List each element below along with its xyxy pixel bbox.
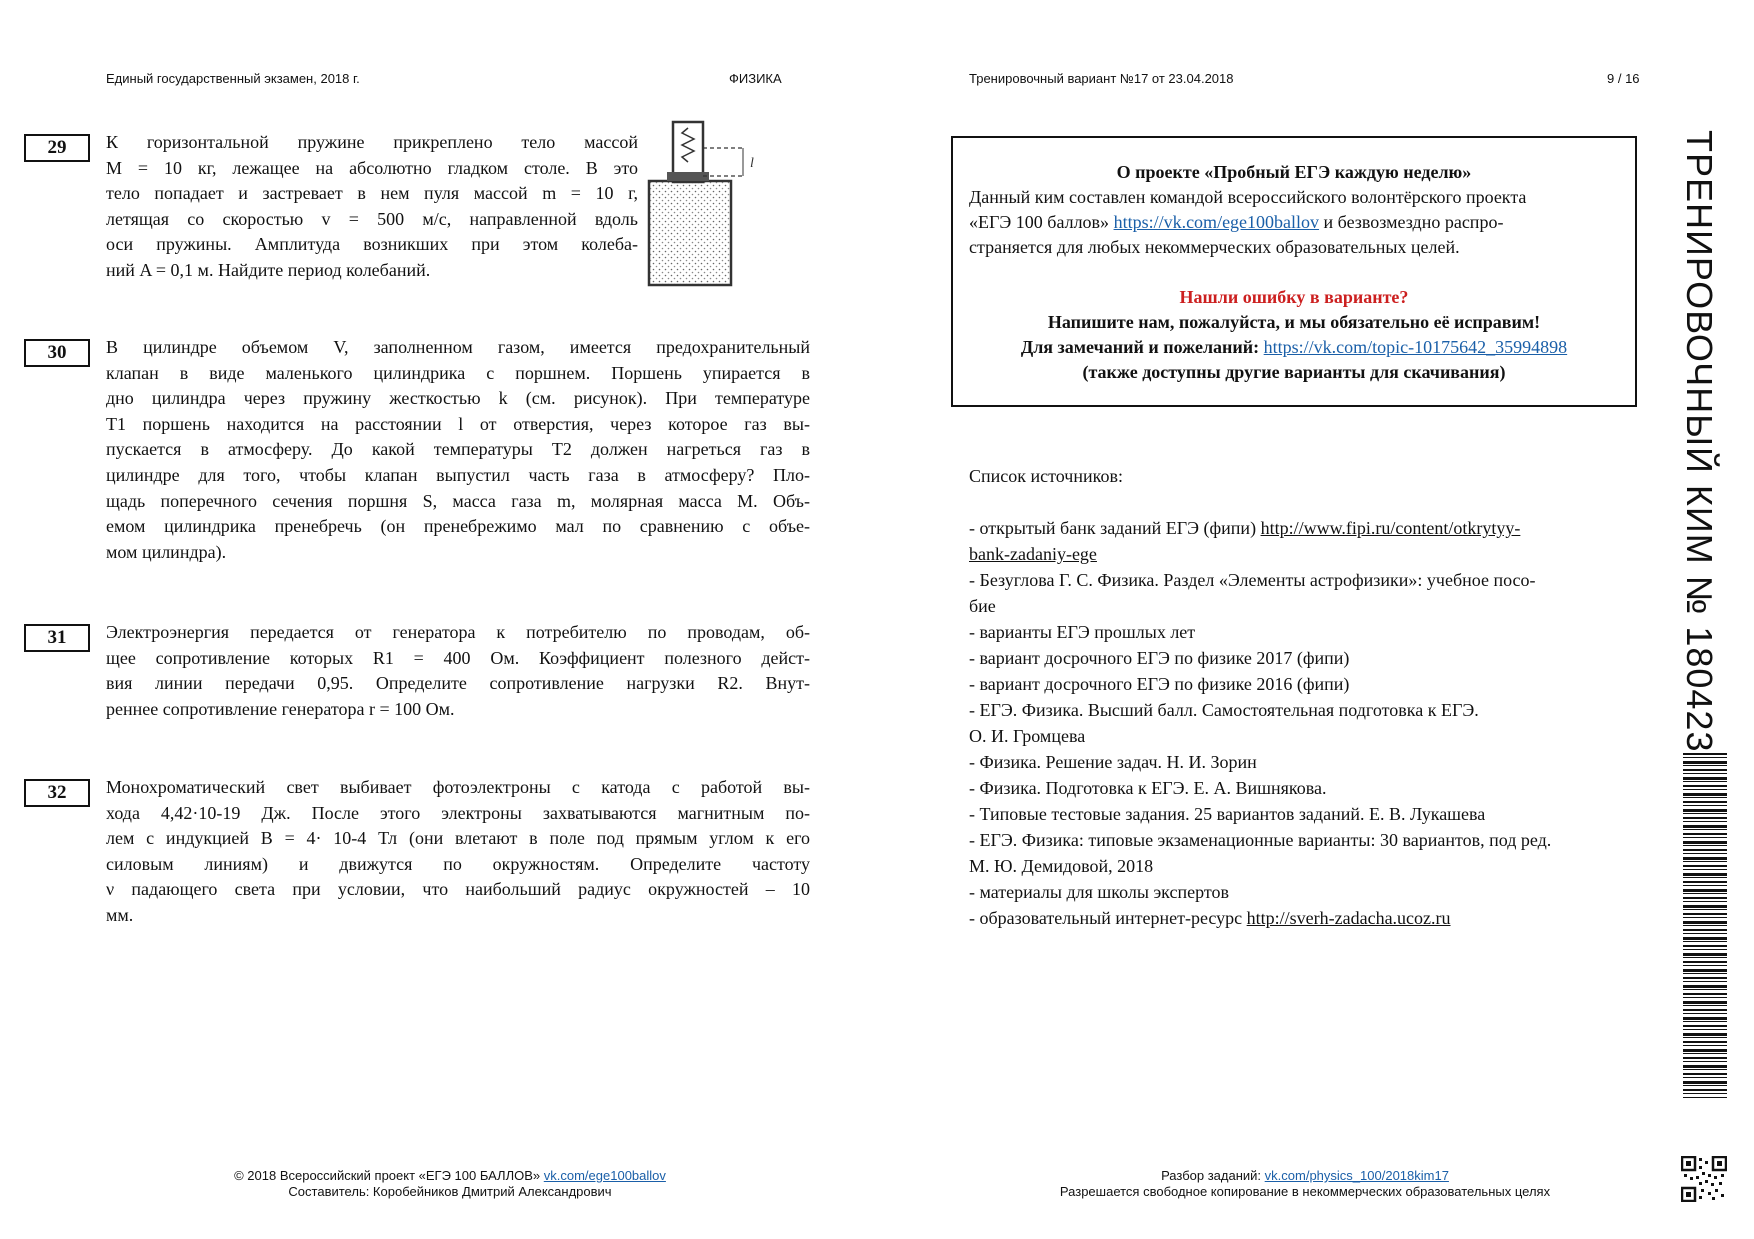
footer-left-line1 xyxy=(180,1168,720,1183)
footer-author: Составитель: Коробейников Дмитрий Александрович xyxy=(288,1184,612,1199)
source-text: - открытый банк заданий ЕГЭ (фипи) xyxy=(969,518,1257,538)
source-item: - ЕГЭ. Физика. Высший балл. Самостоятельная подготовка к ЕГЭ. xyxy=(969,700,1479,720)
source-item: - варианты ЕГЭ прошлых лет xyxy=(969,622,1196,642)
error-title: Нашли ошибку в варианте? xyxy=(1179,287,1409,307)
project-line-2 xyxy=(969,212,1619,233)
task-line: хода 4,42·10-19 Дж. После этого электроны захватываются магнитным по- xyxy=(106,802,810,823)
task-line: пускается в атмосферу. До какой температуры T2 должен нагреться газ в xyxy=(106,439,810,460)
task-line: дно цилиндра через пружину жесткостью k (см. рисунок). При температуре xyxy=(106,388,810,409)
footer-analysis-label: Разбор заданий: xyxy=(1161,1168,1262,1183)
source-item: М. Ю. Демидовой, 2018 xyxy=(969,856,1154,876)
task-line: Электроэнергия передается от генератора к потребителю по проводам, об- xyxy=(106,622,810,642)
feedback-line xyxy=(953,337,1635,358)
task-text xyxy=(106,335,810,565)
source-item: - вариант досрочного ЕГЭ по физике 2017 (фипи) xyxy=(969,648,1350,668)
task-line: вия линии передачи 0,95. Определите сопротивление нагрузки R2. Внут- xyxy=(106,673,810,694)
task-line: тело попадает и застревает в нем пуля массой m = 10 г, xyxy=(106,183,638,204)
task-number: 29 xyxy=(24,134,90,162)
source-item: - Безуглова Г. С. Физика. Раздел «Элементы астрофизики»: учебное посо- xyxy=(969,570,1536,590)
source-item: - Физика. Подготовка к ЕГЭ. Е. А. Вишнякова. xyxy=(969,778,1327,798)
task-number: 32 xyxy=(24,779,90,807)
task-line: емом цилиндрика пренебречь (он пренебрежимо мал по сравнению с объе- xyxy=(106,516,810,537)
fipi-link[interactable]: http://www.fipi.ru/content/otkrytyy- xyxy=(1260,518,1521,538)
valve-cylinder-figure xyxy=(640,118,770,290)
task-line: клапан в виде маленького цилиндрика с поршнем. Поршень упирается в xyxy=(106,362,810,383)
task-line: щее сопротивление которых R1 = 400 Ом. Коэффициент полезного дейст- xyxy=(106,647,810,668)
source-item: - материалы для школы экспертов xyxy=(969,882,1229,902)
task-line: T1 поршень находится на расстоянии l от отверстия, через которое газ вы- xyxy=(106,413,810,434)
header-exam: Единый государственный экзамен, 2018 г. xyxy=(106,71,360,86)
task-line: летящая со скоростью v = 500 м/с, направленной вдоль xyxy=(106,208,638,229)
footer-vk-link[interactable]: vk.com/ege100ballov xyxy=(543,1168,666,1183)
task-line: щадь поперечного сечения поршня S, масса газа m, молярная масса M. Объ- xyxy=(106,490,810,511)
source-item: - Типовые тестовые задания. 25 вариантов заданий. Е. В. Лукашева xyxy=(969,804,1486,824)
header-page: 9 / 16 xyxy=(1607,71,1640,86)
header-subject: ФИЗИКА xyxy=(729,71,782,86)
error-line: Напишите нам, пожалуйста, и мы обязательно её исправим! xyxy=(1047,312,1541,332)
project-info-box xyxy=(951,136,1637,407)
task-line: мм. xyxy=(106,904,134,925)
footer-copyright: © 2018 Всероссийский проект «ЕГЭ 100 БАЛЛОВ» xyxy=(234,1168,541,1183)
task-line: M = 10 кг, лежащее на абсолютно гладком столе. В это xyxy=(106,157,638,178)
footer-right-line1 xyxy=(960,1168,1650,1183)
task-line: В цилиндре объемом V, заполненном газом, имеется предохранительный xyxy=(106,337,810,357)
task-line: мом цилиндра). xyxy=(106,541,227,562)
project-line-2a: «ЕГЭ 100 баллов» xyxy=(969,212,1110,232)
side-kim-title: ТРЕНИРОВОЧНЫЙ КИМ № 180423 xyxy=(1679,130,1720,753)
task-line: ний A = 0,1 м. Найдите период колебаний. xyxy=(106,259,431,280)
footer-analysis-link[interactable]: vk.com/physics_100/2018kim17 xyxy=(1264,1168,1449,1183)
figure-label-l: l xyxy=(750,156,754,171)
task-line: цилиндре для того, чтобы клапан выпустил часть газа в атмосферу? Пло- xyxy=(106,464,810,485)
source-item: - Физика. Решение задач. Н. И. Зорин xyxy=(969,752,1257,772)
task-line: силовым линиям) и движутся по окружностям. Определите частоту xyxy=(106,853,810,874)
task-line: лем с индукцией B = 4· 10-4 Тл (они влетают в поле под прямым углом к его xyxy=(106,828,810,849)
sources-heading: Список источников: xyxy=(969,466,1123,486)
task-number: 31 xyxy=(24,624,90,652)
footer-copy-permission: Разрешается свободное копирование в некоммерческих образовательных целях xyxy=(1059,1184,1551,1199)
task-line: реннее сопротивление генератора r = 100 Ом. xyxy=(106,698,455,719)
barcode xyxy=(1683,753,1727,1098)
vk-ege100ballov-link[interactable]: https://vk.com/ege100ballov xyxy=(1113,212,1320,232)
source-item xyxy=(969,518,1520,539)
source-item xyxy=(969,908,1451,929)
task-number: 30 xyxy=(24,339,90,367)
feedback-link[interactable]: https://vk.com/topic-10175642_35994898 xyxy=(1263,337,1568,357)
task-text xyxy=(106,775,810,929)
task-line: ν падающего света при условии, что наибольший радиус окружностей – 10 xyxy=(106,879,810,900)
project-line-2b: и безвозмездно распро- xyxy=(1323,212,1504,232)
header-variant: Тренировочный вариант №17 от 23.04.2018 xyxy=(969,71,1234,86)
source-item: бие xyxy=(969,596,996,616)
project-line-3: страняется для любых некоммерческих образовательных целей. xyxy=(969,237,1460,257)
source-item: О. И. Громцева xyxy=(969,726,1086,746)
qr-code xyxy=(1681,1156,1727,1202)
task-line: К горизонтальной пружине прикреплено тело массой xyxy=(106,132,638,152)
project-line-1: Данный ким составлен командой всероссийского волонтёрского проекта xyxy=(969,187,1527,207)
task-text xyxy=(106,130,638,284)
sverh-zadacha-link[interactable]: http://sverh-zadacha.ucoz.ru xyxy=(1246,908,1451,928)
task-text xyxy=(106,620,810,722)
task-line: Монохроматический свет выбивает фотоэлектроны с катода с работой вы- xyxy=(106,777,810,797)
source-item: - вариант досрочного ЕГЭ по физике 2016 (фипи) xyxy=(969,674,1350,694)
source-item: - ЕГЭ. Физика: типовые экзаменационные варианты: 30 вариантов, под ред. xyxy=(969,830,1552,850)
also-available: (также доступны другие варианты для скачивания) xyxy=(1082,362,1506,382)
fipi-link-cont[interactable]: bank-zadaniy-ege xyxy=(969,544,1097,564)
task-line: оси пружины. Амплитуда возникших при этом колеба- xyxy=(106,234,638,255)
project-title: О проекте «Пробный ЕГЭ каждую неделю» xyxy=(1116,162,1472,182)
feedback-label: Для замечаний и пожеланий: xyxy=(1020,337,1260,357)
source-text: - образовательный интернет-ресурс xyxy=(969,908,1243,928)
